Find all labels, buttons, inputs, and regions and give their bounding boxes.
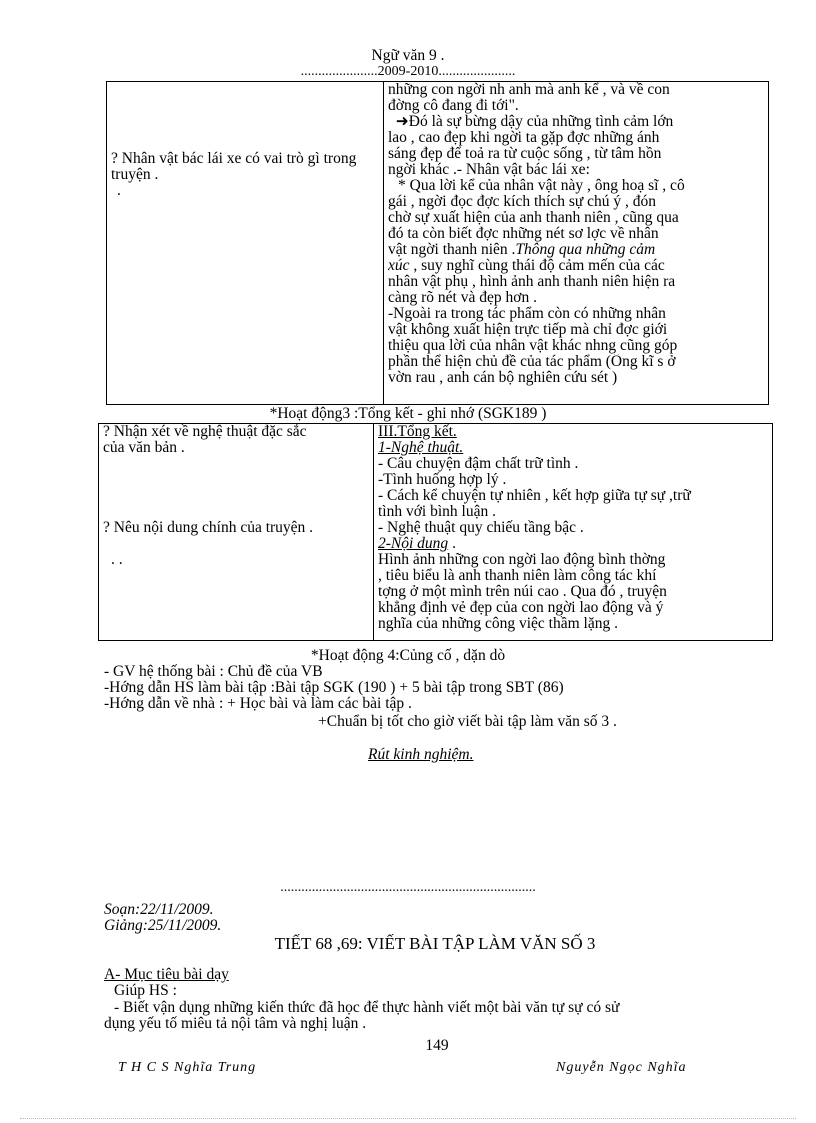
art-item: - Cách kể chuyện tự nhiên , kết hợp giữa tự sự ,trữ xyxy=(378,488,691,504)
table1-line: ngời khác .- Nhân vật bác lái xe: xyxy=(388,162,590,178)
table1-line: -Ngoài ra trong tác phẩm còn có những nhân xyxy=(388,306,666,322)
content-label-line: 2-Nội dung . xyxy=(378,536,456,552)
table1-line: xúc , suy nghĩ cùng thái độ cảm mến của các xyxy=(388,258,665,274)
content-line: khẳng định vẻ đẹp của con ngời lao động và ý xyxy=(378,600,664,616)
table1-line: chờ sự xuất hiện của anh thanh niên , cũng qua xyxy=(388,210,679,226)
content-line: Hình ảnh những con ngời lao động bình thờng xyxy=(378,552,666,568)
table1-line: lao , cao đẹp khi ngời ta gặp đợc những ánh xyxy=(388,130,660,146)
content-label: 2-Nội dung xyxy=(378,536,449,552)
table2-question-content: ? Nêu nội dung chính của truyện . xyxy=(103,519,314,536)
table1-line: ➜Đó là sự bừng dậy của những tình cảm lớn xyxy=(395,114,674,130)
table2-left-cell xyxy=(99,424,374,641)
activity4-prep: +Chuẩn bị tốt cho giờ viết bài tập làm văn số 3 . xyxy=(318,713,617,730)
table1-line: nhân vật phụ , hình ảnh anh thanh niên hiện ra xyxy=(388,274,676,290)
rut-kinh-nghiem: Rút kinh nghiệm. xyxy=(368,746,474,763)
lesson-title: TIẾT 68 ,69: VIẾT BÀI TẬP LÀM VĂN SỐ 3 xyxy=(274,934,596,953)
table1-line: * Qua lời kể của nhân vật này , ông hoạ sĩ , cô xyxy=(398,178,685,194)
table2-question-art: ? Nhận xét về nghệ thuật đặc sắc xyxy=(103,423,307,440)
lesson-table-1 xyxy=(106,81,769,405)
table1-left-cell xyxy=(107,82,384,405)
summary-heading: III.Tổng kết. xyxy=(378,424,457,440)
header-subject: Ngữ văn 9 . xyxy=(371,47,445,64)
activity4-line: -Hớng dẫn về nhà : + Học bài và làm các bài tập . xyxy=(104,695,412,712)
activity4-heading: *Hoạt động 4:Củng cố , dặn dò xyxy=(310,647,506,664)
art-item: -Tình huống hợp lý . xyxy=(378,472,507,488)
objectives-heading: A- Mục tiêu bài dạy xyxy=(104,966,229,983)
table1-right-cell xyxy=(384,82,769,405)
table1-line: đờng cô đang đi tới". xyxy=(388,98,519,114)
footer-author: Nguyễn Ngọc Nghĩa xyxy=(556,1060,687,1075)
lesson-table-2 xyxy=(98,423,773,641)
art-label: 1-Nghệ thuật. xyxy=(378,440,464,456)
activity3-heading: *Hoạt động3 :Tổng kết - ghi nhớ (SGK189 ) xyxy=(269,405,547,422)
footer-school: T H C S Nghĩa Trung xyxy=(118,1060,257,1075)
table2-dots: . . xyxy=(111,551,123,568)
table1-line: phần thể hiện chủ đề của tác phẩm (Ông kĩ s ở xyxy=(388,354,676,370)
table2-question-art-cont: của văn bản . xyxy=(103,439,185,456)
content-line: nghĩa của những công việc thầm lặng . xyxy=(378,616,618,632)
table1-line: vật ngời thanh niên .Thông qua những cảm xyxy=(388,242,656,258)
table1-line: càng rõ nét và đẹp hơn . xyxy=(388,290,537,306)
page-number: 149 xyxy=(425,1037,449,1054)
content-line: tợng ở một mình trên núi cao . Qua đó , truyện xyxy=(378,584,667,600)
table1-line: thiệu qua lời của nhân vật khác nhng cũng góp xyxy=(388,338,678,354)
header-year: ......................2009-2010...................... xyxy=(300,64,516,79)
objectives-line: dụng yếu tố miêu tả nội tâm và nghị luận . xyxy=(104,1015,367,1032)
soan-date: Soạn:22/11/2009. xyxy=(104,901,214,918)
objectives-line: - Biết vận dụng những kiến thức đã học để thực hành viết một bài văn tự sự có sử xyxy=(114,999,620,1016)
table2-right-cell xyxy=(374,424,773,641)
table1-line: những con ngời nh anh mà anh kể , và về con xyxy=(388,82,670,98)
art-item: - Câu chuyện đậm chất trữ tình . xyxy=(378,456,579,472)
art-item: tình với bình luận . xyxy=(378,504,496,520)
table1-dot: . xyxy=(117,182,121,199)
activity4-line: -Hớng dẫn HS làm bài tập :Bài tập SGK (190 ) + 5 bài tập trong SBT (86) xyxy=(104,679,564,696)
separator-dots: ......................................................................... xyxy=(280,880,536,895)
table1-line: vật không xuất hiện trực tiếp mà chỉ đợc giới xyxy=(388,322,668,338)
table1-line: đó ta còn biết đợc những nét sơ lợc về nhân xyxy=(388,226,659,242)
table1-line: gái , ngời đọc đợc kích thích sự chú ý , đón xyxy=(388,194,657,210)
content-line: , tiêu biểu là anh thanh niên làm công tác khí xyxy=(378,568,657,584)
art-item: - Nghệ thuật quy chiếu tầng bậc . xyxy=(378,520,584,536)
objectives-giup: Giúp HS : xyxy=(114,982,177,999)
arrow-right-icon: ➜ xyxy=(395,114,409,130)
table1-question: ? Nhân vật bác lái xe có vai trò gì trong truyện . xyxy=(111,150,357,183)
page-bottom-rule xyxy=(20,1118,796,1119)
table1-line: sáng đẹp để toả ra từ cuộc sống , từ tâm hồn xyxy=(388,146,662,162)
activity4-line: - GV hệ thống bài : Chủ đề của VB xyxy=(104,663,323,680)
giang-date: Giảng:25/11/2009. xyxy=(104,917,222,934)
table1-line: vờn rau , anh cán bộ nghiên cứu sét ) xyxy=(388,370,618,386)
